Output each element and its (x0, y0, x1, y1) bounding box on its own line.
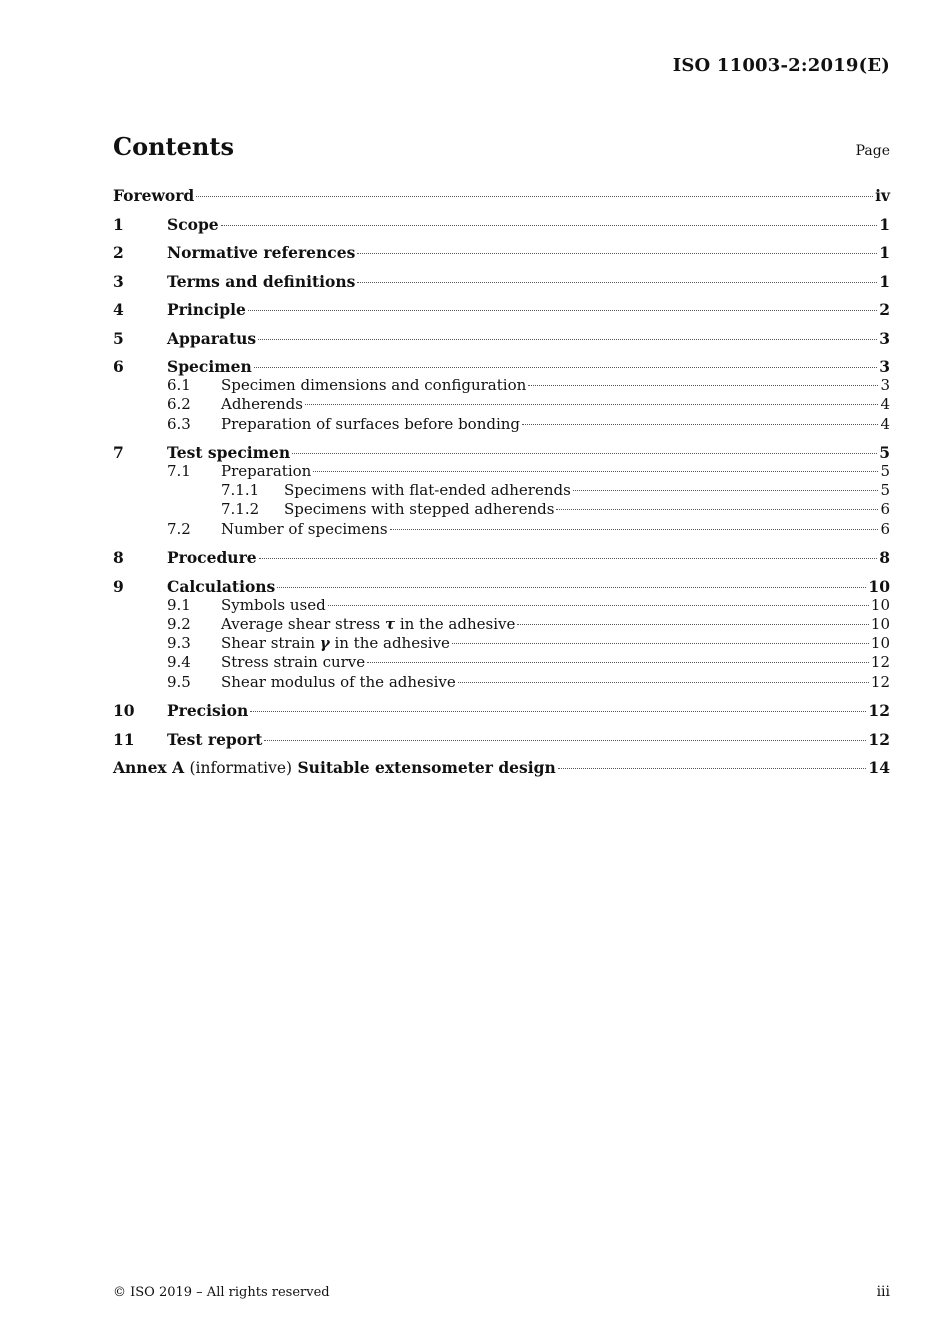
toc-title: Precision (167, 701, 249, 721)
toc-entry-annex-a[interactable] (113, 757, 890, 786)
toc-number: 7.1 (167, 461, 191, 480)
toc-page: 10 (868, 576, 890, 596)
toc-leader-dots (292, 453, 877, 454)
toc-number: 9.1 (167, 595, 191, 614)
toc-page: 4 (880, 414, 890, 433)
toc-entry-11[interactable] (113, 729, 890, 758)
tau-symbol: τ (385, 614, 396, 633)
toc-entry-9-1[interactable] (113, 596, 890, 615)
toc-entry-9-5[interactable] (113, 673, 890, 692)
toc-entry-5[interactable] (113, 328, 890, 357)
toc-title: Apparatus (167, 328, 257, 348)
toc-title: Annex A (informative) Suitable extensometer design (113, 758, 556, 778)
toc-leader-dots (264, 740, 866, 741)
toc-entry-9[interactable] (113, 576, 890, 596)
toc-title: Specimen (167, 357, 252, 376)
standard-id: ISO 11003-2:2019(E) (672, 55, 890, 76)
toc-number: 11 (113, 729, 135, 749)
toc-number: 7.1.2 (221, 500, 260, 519)
toc-number: 9.5 (167, 672, 191, 691)
toc-page: 2 (879, 300, 890, 319)
toc-number: 6 (113, 357, 124, 376)
toc-leader-dots (277, 587, 866, 588)
toc-entry-9-4[interactable] (113, 653, 890, 672)
toc-entry-9-2[interactable] (113, 615, 890, 634)
toc-number: 6.3 (167, 414, 191, 433)
toc-number: 9.3 (167, 634, 191, 653)
toc-leader-dots (556, 509, 878, 510)
toc-title: Stress strain curve (221, 653, 366, 672)
toc-number: 7.2 (167, 519, 191, 538)
toc-title: Symbols used (221, 595, 326, 614)
toc-leader-dots (313, 471, 878, 472)
toc-title: Shear strain γ in the adhesive (221, 634, 450, 653)
toc-entry-7-1-2[interactable] (113, 500, 890, 519)
toc-page: 12 (868, 701, 890, 721)
toc-number: 4 (113, 300, 124, 319)
toc-page: 4 (880, 395, 890, 414)
toc-page: iv (875, 186, 890, 205)
toc-entry-6-1[interactable] (113, 376, 890, 395)
toc-title: Terms and definitions (167, 271, 356, 291)
toc-leader-dots (357, 253, 877, 254)
toc-number: 6.2 (167, 395, 191, 414)
toc-number: 10 (113, 701, 135, 721)
toc-title: Foreword (113, 186, 195, 205)
toc-title: Specimen dimensions and configuration (221, 376, 527, 394)
toc-entry-7-1[interactable] (113, 462, 890, 481)
page-number: iii (876, 1284, 890, 1300)
toc-page: 5 (880, 481, 890, 500)
toc-entry-7-1-1[interactable] (113, 481, 890, 500)
toc-title: Procedure (167, 548, 257, 568)
toc-leader-dots (367, 662, 869, 663)
toc-title: Test specimen (167, 442, 291, 462)
toc-leader-dots (221, 225, 878, 226)
toc-page: 10 (870, 614, 890, 633)
toc-leader-dots (328, 605, 869, 606)
toc-page: 3 (880, 376, 890, 394)
toc-title: Shear modulus of the adhesive (221, 672, 456, 691)
toc-number: 6.1 (167, 376, 191, 394)
toc-entry-3[interactable] (113, 271, 890, 300)
toc-number: 2 (113, 243, 124, 262)
toc-page: 8 (879, 548, 890, 568)
toc-title: Specimens with flat-ended adherends (284, 481, 571, 500)
toc-page: 1 (879, 271, 890, 291)
toc-leader-dots (458, 682, 869, 683)
toc-page: 5 (879, 442, 890, 462)
toc-entry-1[interactable] (113, 214, 890, 243)
toc-number: 1 (113, 214, 124, 234)
toc-number: 9.4 (167, 653, 191, 672)
toc-page: 14 (868, 758, 890, 778)
toc-title: Specimens with stepped adherends (284, 500, 555, 519)
toc-leader-dots (305, 404, 878, 405)
toc-page: 10 (870, 634, 890, 653)
toc-title: Average shear stress τ in the adhesive (221, 614, 516, 633)
toc-leader-dots (558, 768, 867, 769)
toc-leader-dots (196, 196, 873, 197)
toc-leader-dots (390, 529, 879, 530)
toc-number: 5 (113, 328, 124, 348)
toc-leader-dots (250, 711, 866, 712)
toc-entry-4[interactable] (113, 299, 890, 328)
toc-title: Preparation (221, 461, 312, 480)
toc-title: Normative references (167, 243, 356, 262)
toc-title: Scope (167, 214, 219, 234)
toc-leader-dots (517, 624, 869, 625)
toc-leader-dots (528, 385, 878, 386)
page-column-label: Page (855, 143, 890, 159)
toc-entry-9-3[interactable] (113, 634, 890, 653)
copyright-notice: © ISO 2019 – All rights reserved (113, 1285, 330, 1300)
toc-title: Test report (167, 729, 263, 749)
toc-title: Principle (167, 300, 246, 319)
toc-page: 6 (880, 500, 890, 519)
toc-leader-dots (522, 424, 878, 425)
toc-number: 7 (113, 442, 124, 462)
toc-page: 1 (879, 243, 890, 262)
toc-leader-dots (573, 490, 879, 491)
toc-page: 5 (880, 461, 890, 480)
contents-title: Contents (113, 132, 234, 161)
toc-leader-dots (357, 282, 877, 283)
toc-title: Preparation of surfaces before bonding (221, 414, 521, 433)
toc-page: 12 (870, 653, 890, 672)
toc-entry-8[interactable] (113, 547, 890, 576)
toc-page: 3 (879, 328, 890, 348)
toc-page: 12 (868, 729, 890, 749)
toc-entry-10[interactable] (113, 700, 890, 729)
toc-entry-6[interactable] (113, 356, 890, 376)
toc-leader-dots (452, 643, 869, 644)
toc-leader-dots (258, 339, 877, 340)
toc-page: 12 (870, 672, 890, 691)
toc-page: 10 (870, 595, 890, 614)
toc-leader-dots (248, 310, 877, 311)
toc-number: 8 (113, 548, 124, 568)
toc-number: 9.2 (167, 614, 191, 633)
toc-entry-6-2[interactable] (113, 395, 890, 414)
toc-entry-2[interactable] (113, 242, 890, 271)
toc-leader-dots (259, 558, 878, 559)
gamma-symbol: γ (319, 634, 330, 653)
toc-entry-7-2[interactable] (113, 520, 890, 539)
toc-number: 7.1.1 (221, 481, 260, 500)
toc-page: 1 (879, 214, 890, 234)
toc-entry-foreword[interactable] (113, 185, 890, 214)
toc-number: 3 (113, 271, 124, 291)
toc-title: Number of specimens (221, 519, 388, 538)
toc-leader-dots (254, 367, 877, 368)
toc-entry-6-3[interactable] (113, 415, 890, 434)
toc-page: 3 (879, 357, 890, 376)
toc-title: Adherends (221, 395, 303, 414)
toc-entry-7[interactable] (113, 442, 890, 462)
toc-number: 9 (113, 576, 124, 596)
toc-title: Calculations (167, 576, 276, 596)
toc-page: 6 (880, 519, 890, 538)
table-of-contents (113, 185, 890, 786)
